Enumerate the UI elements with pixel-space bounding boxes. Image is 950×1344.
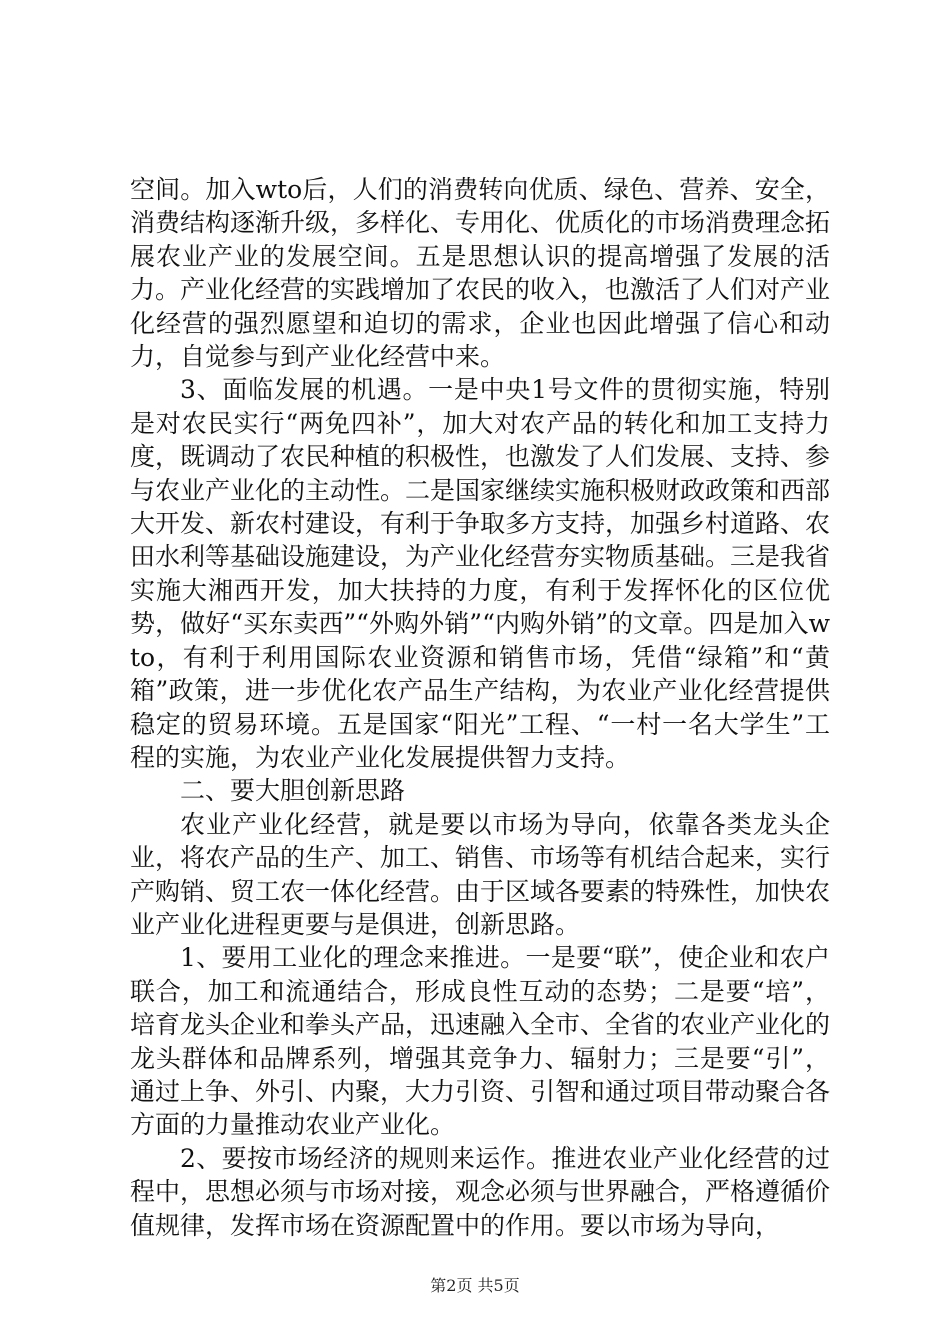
- paragraph-intro: 农业产业化经营，就是要以市场为导向，依靠各类龙头企业，将农产品的生产、加工、销售、市场等有机结合起来，实行产购销、贸工农一体化经营。由于区域各要素的特殊性，加快农业产业化进程更要与是俱进，创新思路。: [130, 809, 831, 939]
- paragraph-market-rules: 2、要按市场经济的规则来运作。推进农业产业化经营的过程中，思想必须与市场对接，观念必须与世界融合，严格遵循价值规律，发挥市场在资源配置中的作用。要以市场为导向，: [130, 1143, 831, 1240]
- section-heading: 二、要大胆创新思路: [180, 776, 406, 806]
- paragraph-opportunities: 3、面临发展的机遇。一是中央1号文件的贯彻实施，特别是对农民实行“两免四补”，加大对农产品的转化和加工支持力度，既调动了农民种植的积极性，也激发了人们发展、支持、参与农业产业化的主动性。二是国家继续实施积极财政政策和西部大开发、新农村建设，有利于争取多方支持，加强乡村道路、农田水利等基础设施建设，为产业化经营夯实物质基础。三是我省实施大湘西开发，加大扶持的力度，有利于发挥怀化的区位优势，做好“买东卖西”“外购外销”“内购外销”的文章。四是加入wto，有利于利用国际农业资源和销售市场，凭借“绿箱”和“黄箱”政策，进一步优化农产品生产结构，为农业产业化经营提供稳定的贸易环境。五是国家“阳光”工程、“一村一名大学生”工程的实施，为农业产业化发展提供智力支持。: [130, 375, 831, 772]
- paragraph-continuation: 空间。加入wto后，人们的消费转向优质、绿色、营养、安全，消费结构逐渐升级，多样化、专用化、优质化的市场消费理念拓展农业产业的发展空间。五是思想认识的提高增强了发展的活力。产业化经营的实践增加了农民的收入，也激活了人们对产业化经营的强烈愿望和迫切的需求，企业也因此增强了信心和动力，自觉参与到产业化经营中来。: [130, 175, 831, 372]
- page-number: 第2页 共5页: [430, 1276, 520, 1295]
- document-body: [130, 173, 830, 1242]
- paragraph-industrialization: 1、要用工业化的理念来推进。一是要“联”，使企业和农户联合，加工和流通结合，形成良性互动的态势；二是要“培”，培育龙头企业和拳头产品，迅速融入全市、全省的农业产业化的龙头群体和品牌系列，增强其竞争力、辐射力；三是要“引”，通过上争、外引、内聚，大力引资、引智和通过项目带动聚合各方面的力量推动农业产业化。: [130, 943, 831, 1140]
